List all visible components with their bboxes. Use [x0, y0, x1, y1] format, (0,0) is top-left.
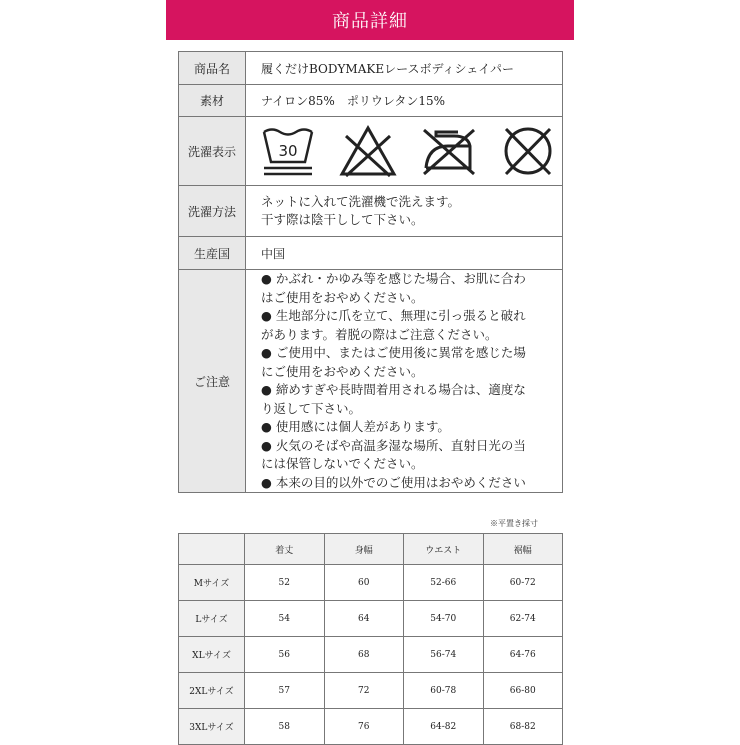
size-row — [179, 673, 563, 709]
no-dry-clean-icon — [498, 124, 558, 179]
label-care: 洗濯表示 — [179, 117, 246, 186]
value-material: ナイロン85% ポリウレタン15% — [246, 85, 563, 117]
row-washing-method — [179, 186, 563, 237]
size-row-label: 3XLサイズ — [179, 709, 245, 745]
size-cell: 64-82 — [404, 709, 484, 745]
caution-line: ● かぶれ・かゆみ等を感じた場合、お肌に合わ — [261, 271, 526, 286]
size-cell: 54-70 — [404, 601, 484, 637]
label-washing-method: 洗濯方法 — [179, 186, 246, 237]
size-row — [179, 637, 563, 673]
size-note: ※平置き採寸 — [490, 519, 538, 528]
size-header-cell: 着丈 — [245, 534, 325, 565]
size-cell: 60 — [324, 565, 404, 601]
row-product-name — [179, 52, 563, 85]
row-material — [179, 85, 563, 117]
product-details-table — [178, 51, 563, 493]
label-origin: 生産国 — [179, 237, 246, 270]
page-title: 商品詳細 — [332, 11, 408, 32]
caution-line: はご使用をおやめください。 — [261, 289, 424, 305]
size-row-label: Mサイズ — [179, 565, 245, 601]
size-cell: 57 — [245, 673, 325, 709]
size-cell: 76 — [324, 709, 404, 745]
size-cell: 60-72 — [483, 565, 563, 601]
row-care — [179, 117, 563, 186]
size-row-label: 2XLサイズ — [179, 673, 245, 709]
size-cell: 52 — [245, 565, 325, 601]
washing-line: 干す際は陰干しして下さい。 — [261, 212, 424, 227]
row-caution — [179, 270, 563, 493]
wash-temp-label: 30 — [278, 141, 298, 160]
caution-line: には保管しないでください。 — [261, 456, 424, 471]
value-product-name: 履くだけBODYMAKEレースボディシェイパー — [246, 52, 563, 85]
label-material: 素材 — [179, 85, 246, 117]
caution-line: があります。着脱の際はご注意ください。 — [261, 326, 498, 342]
size-row — [179, 709, 563, 745]
size-cell: 66-80 — [483, 673, 563, 709]
size-header-row — [179, 534, 563, 565]
no-bleach-icon — [338, 124, 398, 179]
value-origin: 中国 — [246, 237, 563, 270]
caution-line: にご使用をおやめください。 — [261, 363, 424, 379]
size-cell: 58 — [245, 709, 325, 745]
caution-line: ● 生地部分に爪を立て、無理に引っ張ると破れ — [261, 308, 526, 323]
size-cell: 56 — [245, 637, 325, 673]
size-header-cell: 身幅 — [324, 534, 404, 565]
label-product-name: 商品名 — [179, 52, 246, 85]
caution-line: ● 本来の目的以外でのご使用はおやめください — [261, 474, 526, 490]
caution-line: ● 火気のそばや高温多湿な場所、直射日光の当 — [261, 437, 526, 453]
label-caution: ご注意 — [179, 270, 246, 493]
caution-line: り返して下さい。 — [261, 400, 362, 416]
caution-line: ● ご使用中、またはご使用後に異常を感じた場 — [261, 345, 526, 360]
size-cell: 72 — [324, 673, 404, 709]
size-cell: 68-82 — [483, 709, 563, 745]
size-cell: 60-78 — [404, 673, 484, 709]
size-cell: 64-76 — [483, 637, 563, 673]
size-cell: 68 — [324, 637, 404, 673]
washing-line: ネットに入れて洗濯機で洗えます。 — [261, 193, 461, 209]
size-row-label: XLサイズ — [179, 637, 245, 673]
size-cell: 52-66 — [404, 565, 484, 601]
size-cell: 62-74 — [483, 601, 563, 637]
row-origin — [179, 237, 563, 270]
caution-line: ● 使用感には個人差があります。 — [261, 419, 450, 434]
size-row-label: Lサイズ — [179, 601, 245, 637]
size-row — [179, 601, 563, 637]
size-cell: 56-74 — [404, 637, 484, 673]
size-row — [179, 565, 563, 601]
wash-30-icon — [258, 124, 318, 179]
no-iron-icon — [418, 124, 478, 179]
size-header-cell — [179, 534, 245, 565]
size-table — [178, 533, 563, 745]
page-title-banner — [166, 0, 574, 40]
size-header-cell: 裾幅 — [483, 534, 563, 565]
size-cell: 64 — [324, 601, 404, 637]
size-cell: 54 — [245, 601, 325, 637]
size-header-cell: ウエスト — [404, 534, 484, 565]
caution-line: ● 締めすぎや長時間着用される場合は、適度な — [261, 382, 526, 397]
